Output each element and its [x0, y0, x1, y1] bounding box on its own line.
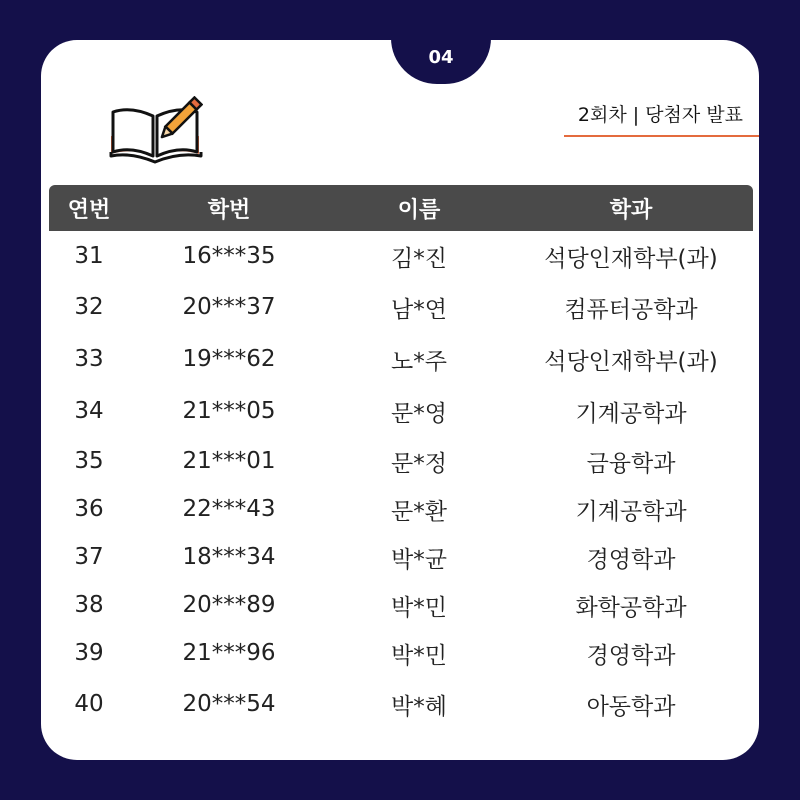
header-student-id: 학번: [207, 197, 251, 223]
cell-department: 화학공학과: [575, 594, 687, 621]
cell-name: 박*균: [391, 546, 447, 573]
cell-student-id: 16***35: [182, 243, 276, 269]
cell-department: 금융학과: [586, 450, 676, 477]
cell-number: 37: [74, 544, 104, 570]
cell-name: 노*주: [391, 348, 447, 375]
cell-department: 아동학과: [586, 693, 676, 720]
cell-name: 김*진: [391, 245, 447, 272]
cell-department: 석당인재학부(과): [544, 348, 718, 375]
cell-student-id: 21***96: [182, 640, 276, 666]
table-row: [49, 281, 753, 333]
table-row: [49, 231, 753, 281]
cell-name: 박*민: [391, 594, 447, 621]
cell-name: 문*정: [391, 450, 447, 477]
page-number-tab: [391, 38, 491, 84]
cell-number: 31: [74, 243, 104, 269]
cell-name: 박*혜: [391, 693, 447, 720]
table-body: [49, 231, 753, 731]
cell-department: 경영학과: [586, 642, 676, 669]
cell-student-id: 18***34: [182, 544, 276, 570]
table-row: [49, 485, 753, 533]
cell-number: 34: [74, 398, 104, 424]
winners-table: [49, 185, 753, 731]
table-row: [49, 629, 753, 677]
header-number: 연번: [67, 197, 111, 223]
table-row: [49, 437, 753, 485]
cell-student-id: 20***37: [182, 294, 276, 320]
cell-name: 남*연: [391, 296, 447, 323]
table-row: [49, 677, 753, 731]
cell-number: 36: [74, 496, 104, 522]
cell-department: 기계공학과: [575, 400, 687, 427]
cell-student-id: 20***89: [182, 592, 276, 618]
cell-student-id: 22***43: [182, 496, 276, 522]
cell-department: 경영학과: [586, 546, 676, 573]
announcement-title: 2회차 | 당첨자 발표: [564, 100, 759, 137]
table-header: [49, 185, 753, 231]
header-department: 학과: [609, 197, 653, 223]
cell-student-id: 21***01: [182, 448, 276, 474]
cell-number: 35: [74, 448, 104, 474]
cell-department: 기계공학과: [575, 498, 687, 525]
cell-department: 석당인재학부(과): [544, 245, 718, 272]
cell-student-id: 20***54: [182, 691, 276, 717]
cell-name: 박*민: [391, 642, 447, 669]
cell-name: 문*환: [391, 498, 447, 525]
header-name: 이름: [397, 197, 441, 223]
cell-number: 32: [74, 294, 104, 320]
table-row: [49, 385, 753, 437]
cell-number: 40: [74, 691, 104, 717]
open-book-pencil-icon: [109, 96, 203, 166]
cell-number: 39: [74, 640, 104, 666]
cell-number: 38: [74, 592, 104, 618]
cell-student-id: 19***62: [182, 346, 276, 372]
page-number: 04: [428, 47, 454, 68]
table-row: [49, 533, 753, 581]
table-row: [49, 581, 753, 629]
cell-student-id: 21***05: [182, 398, 276, 424]
cell-department: 컴퓨터공학과: [564, 296, 698, 323]
table-row: [49, 333, 753, 385]
cell-number: 33: [74, 346, 104, 372]
cell-name: 문*영: [391, 400, 447, 427]
